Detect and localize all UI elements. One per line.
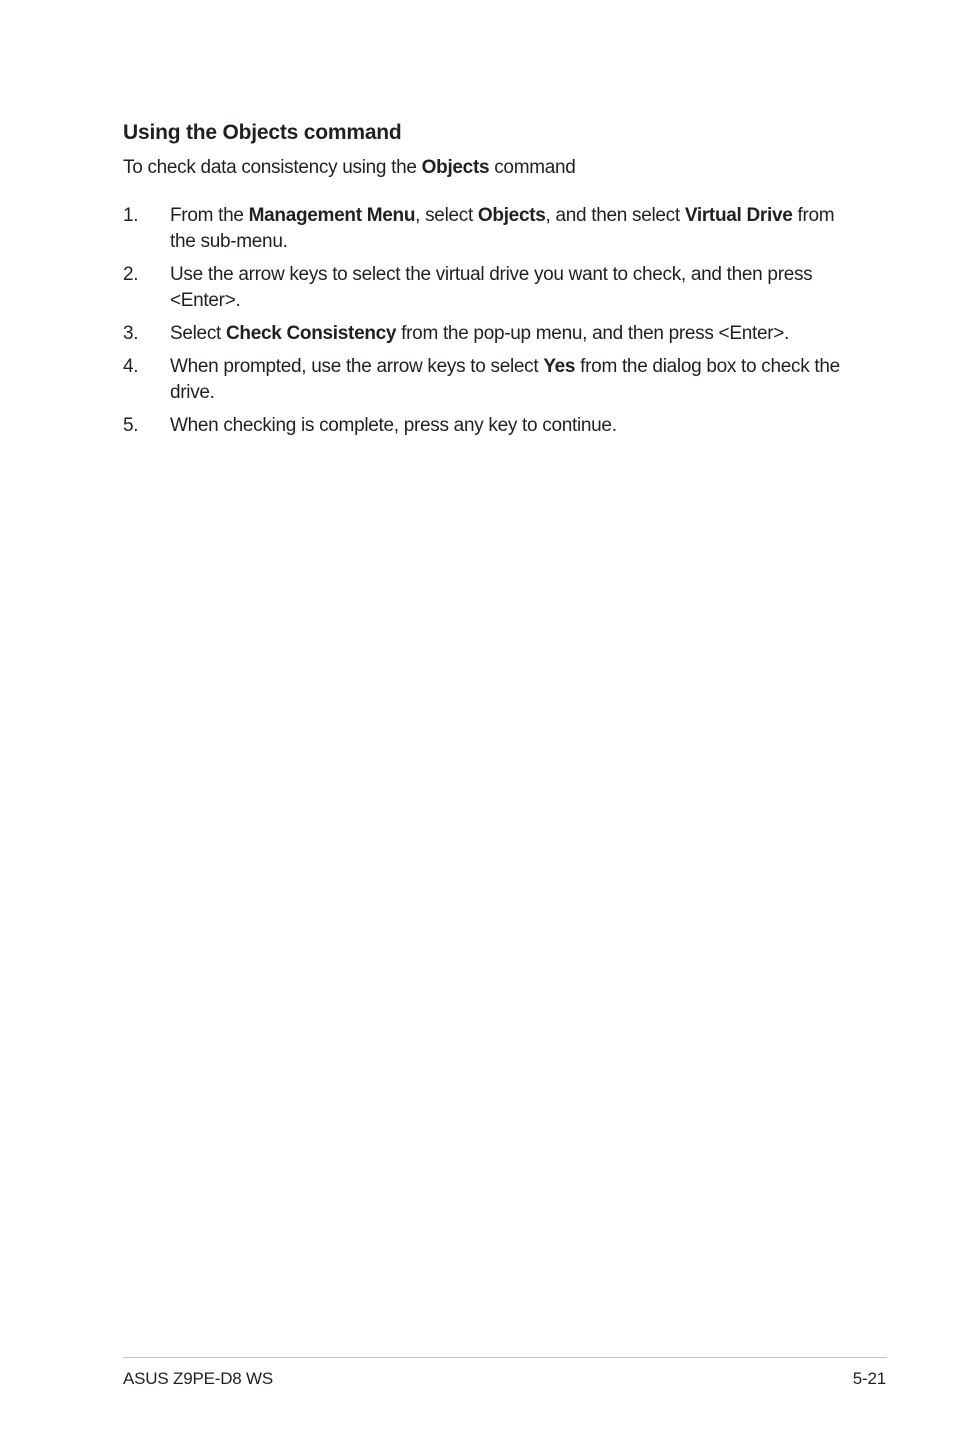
step-item [123,262,843,314]
step-text-segment: from the dialog box to check the drive. [170,356,840,403]
intro-text: To check data consistency using the [123,157,422,178]
step-number: 3. [123,323,139,344]
step-text-segment: Use the arrow keys to select the virtual drive you want to check, and then press <Enter>. [170,264,813,311]
intro-text-end: command [489,157,576,178]
intro-paragraph [123,157,576,179]
step-text [170,413,843,439]
step-text-segment: When prompted, use the arrow keys to select [170,356,544,377]
step-bold-term: Yes [543,356,576,377]
step-text [170,354,843,406]
step-item [123,413,843,439]
steps-list [123,203,843,446]
step-text-segment: When checking is complete, press any key to continue. [170,415,617,436]
footer-product-name: ASUS Z9PE-D8 WS [123,1369,274,1388]
step-bold-term: Check Consistency [226,323,397,344]
step-number: 5. [123,415,139,436]
footer-page-number: 5-21 [852,1369,886,1388]
step-text-segment: from the pop-up menu, and then press <Enter>. [396,323,790,344]
step-text-segment: from the sub-menu. [170,205,835,252]
step-text-segment: , and then select [545,205,685,226]
footer-divider [123,1357,887,1358]
step-text-segment: , select [415,205,478,226]
step-number: 4. [123,356,139,377]
step-number: 1. [123,205,139,226]
step-item [123,321,843,347]
step-number: 2. [123,264,139,285]
step-bold-term: Management Menu [248,205,416,226]
step-bold-term: Objects [477,205,546,226]
step-item [123,354,843,406]
step-text-segment: From the [170,205,249,226]
step-text [170,203,843,255]
section-title: Using the Objects command [123,121,402,144]
step-text-segment: Select [170,323,226,344]
intro-bold-objects: Objects [421,157,490,178]
step-text [170,262,843,314]
step-text [170,321,843,347]
step-bold-term: Virtual Drive [684,205,793,226]
step-item [123,203,843,255]
